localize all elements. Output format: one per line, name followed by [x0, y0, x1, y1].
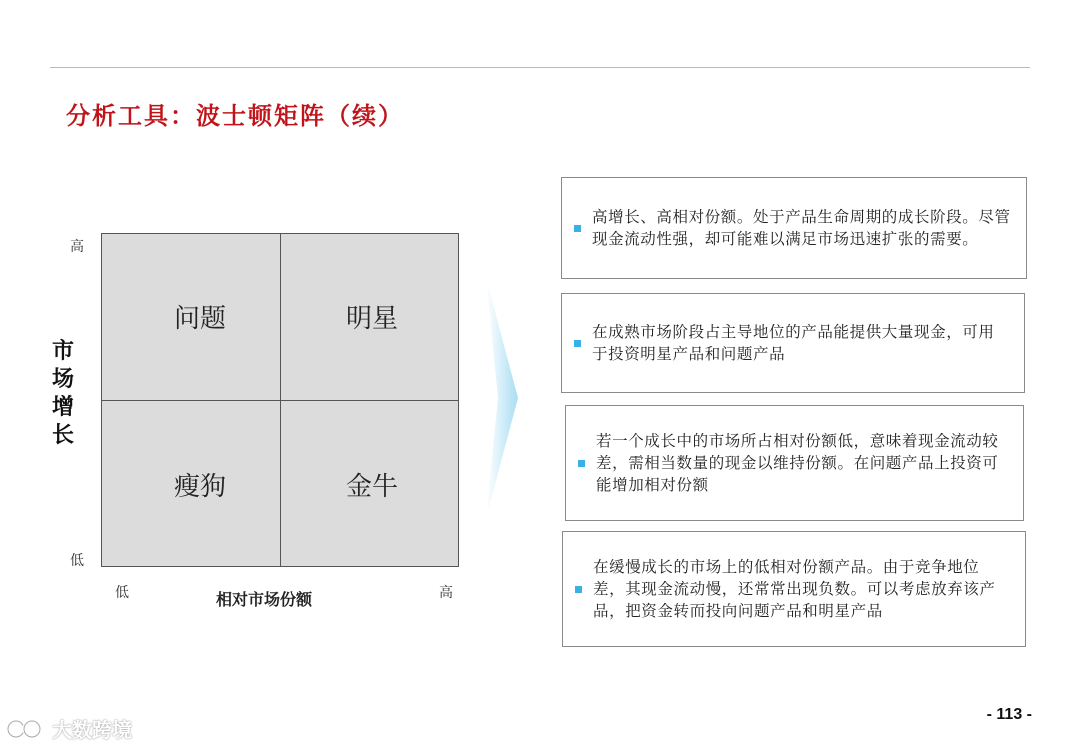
- top-divider: [50, 67, 1030, 68]
- y-axis-high-label: 高: [70, 239, 84, 255]
- description-text: 高增长、高相对份额。处于产品生命周期的成长阶段。尽管现金流动性强，却可能难以满足市场迅速扩张的需要。: [592, 208, 1011, 248]
- x-axis-title: 相对市场份额: [216, 590, 313, 609]
- description-text: 在成熟市场阶段占主导地位的产品能提供大量现金，可用于投资明星产品和问题产品: [592, 323, 995, 363]
- watermark-text: 大数跨境: [52, 718, 132, 742]
- description-box-cash-cow: [561, 293, 1025, 393]
- description-text: 在缓慢成长的市场上的低相对份额产品。由于竞争地位差，其现金流动慢，还常常出现负数。可以考虑放弃该产品，把资金转而投向问题产品和明星产品: [593, 558, 996, 620]
- description-text: 若一个成长中的市场所占相对份额低，意味着现金流动较差，需相当数量的现金以维持份额。在问题产品上投资可能增加相对份额: [596, 432, 999, 494]
- x-axis-low-label: 低: [115, 585, 129, 601]
- x-axis-high-label: 高: [439, 585, 453, 601]
- quadrant-star: 明星: [345, 304, 398, 334]
- quadrant-cash-cow: 金牛: [345, 472, 398, 502]
- right-arrow-icon: [484, 278, 524, 518]
- watermark-logo-icon: [6, 717, 46, 741]
- bullet-icon: [575, 586, 582, 593]
- bullet-icon: [574, 225, 581, 232]
- y-axis-title: 市场增长: [51, 339, 74, 448]
- slide-title: 分析工具：波士顿矩阵（续）: [66, 101, 404, 130]
- watermark: [6, 714, 132, 743]
- description-box-dog: [562, 531, 1026, 647]
- description-box-star: [561, 177, 1027, 279]
- quadrant-dog: 瘦狗: [173, 472, 226, 502]
- quadrant-question-mark: 问题: [173, 304, 226, 334]
- bullet-icon: [574, 340, 581, 347]
- bcg-matrix: [101, 233, 459, 567]
- bullet-icon: [578, 460, 585, 467]
- y-axis-low-label: 低: [70, 553, 84, 569]
- matrix-vertical-divider: [280, 234, 281, 566]
- page-number: - 113 -: [986, 706, 1032, 723]
- description-box-question-mark: [565, 405, 1024, 521]
